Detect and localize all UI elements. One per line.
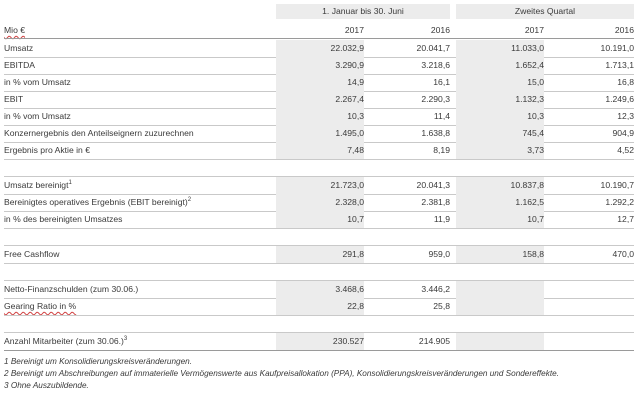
value-cell: 20.041,7 [416,43,450,53]
row-label-text: in % des bereinigten Umsatzes [4,214,123,224]
year-header-1: 2017 [344,25,364,35]
value-cell: 158,8 [522,249,544,259]
header-divider [4,38,634,39]
table-row [4,194,634,211]
value-cell: 21.723,0 [330,180,364,190]
value-cell: 1.713,1 [605,60,634,70]
row-label-text: Konzernergebnis den Anteilseignern zuzurechnen [4,128,194,138]
value-cell: 1.132,3 [515,94,544,104]
row-label-text: in % vom Umsatz [4,77,71,87]
table-row [4,108,634,125]
unit-label-text: Mio € [4,25,26,35]
row-label-text: Umsatz bereinigt [4,180,69,190]
unit-label [4,23,25,37]
value-cell: 12,7 [617,214,634,224]
row-label [4,91,23,108]
value-cell: 16,8 [617,77,634,87]
value-cell: 1.162,5 [515,197,544,207]
row-label-text: EBIT [4,94,24,104]
row-label-text: in % vom Umsatz [4,111,71,121]
value-cell [456,281,544,298]
table-row [4,142,634,159]
value-cell: 10,3 [347,111,364,121]
footnote-ref: 2 [187,197,192,204]
footnote-2: 2 Bereinigt um Abschreibungen auf immaterielle Vermögenswerte aus Kaufpreisallokation (PPA), Konsolidierungskreisveränderungen und Sondereffekte. [4,369,559,378]
value-cell: 1.495,0 [335,128,364,138]
table-row [4,74,634,91]
row-label-text: Ergebnis pro Aktie in € [4,145,90,155]
footnote-ref: 1 [68,180,72,187]
value-cell [544,281,634,298]
value-cell: 12,3 [617,111,634,121]
value-cell: 7,48 [347,145,364,155]
value-cell: 2.290,3 [421,94,450,104]
table-row [4,91,634,108]
row-label [4,281,138,298]
value-cell: 10.837,8 [510,180,544,190]
table-row [4,125,634,142]
value-cell: 1.292,2 [605,197,634,207]
value-cell: 22,8 [347,301,364,311]
value-cell: 10,3 [527,111,544,121]
row-label [4,194,191,211]
row-label-text: Bereinigtes operatives Ergebnis (EBIT bereinigt) [4,197,188,207]
value-cell: 4,52 [617,145,634,155]
row-label-text: Netto-Finanzschulden (zum 30.06.) [4,284,139,294]
footnote-ref: 3 [123,336,128,343]
value-cell: 11,4 [433,111,450,121]
row-label-text: Anzahl Mitarbeiter (zum 30.06.) [4,336,124,346]
value-cell: 10,7 [347,214,364,224]
value-cell: 3.290,9 [335,60,364,70]
value-cell: 904,9 [612,128,634,138]
year-header-2: 2016 [430,25,450,35]
row-label [4,40,33,57]
value-cell: 1.638,8 [421,128,450,138]
table-row [4,298,634,315]
row-divider [4,159,634,160]
footnote-3: 3 Ohne Auszubildende. [4,381,89,390]
value-cell: 745,4 [522,128,544,138]
row-label [4,246,59,263]
row-label-text: EBITDA [4,60,36,70]
value-cell: 11.033,0 [511,43,544,53]
value-cell: 291,8 [342,249,364,259]
value-cell: 10,7 [527,214,544,224]
value-cell [544,298,634,315]
row-label [4,142,90,159]
value-cell: 2.381,8 [421,197,450,207]
row-label [4,74,71,91]
group-header-q2: Zweites Quartal [456,4,634,19]
value-cell [456,333,544,350]
value-cell: 15,0 [527,77,544,87]
row-label [4,57,35,74]
row-label [4,108,71,125]
row-label [4,298,76,315]
table-row [4,281,634,298]
value-cell: 214.905 [418,336,450,346]
table-row [4,40,634,57]
table-row [4,246,634,263]
value-cell: 22.032,9 [330,43,364,53]
table-bottom-rule [4,350,634,351]
value-cell: 1.652,4 [515,60,544,70]
row-label-text: Free Cashflow [4,249,60,259]
value-cell: 8,19 [433,145,450,155]
group-header-h1: 1. Januar bis 30. Juni [276,4,450,19]
value-cell: 20.041,3 [416,180,450,190]
value-cell: 10.190,7 [600,180,634,190]
row-label [4,211,122,228]
value-cell: 14,9 [347,77,364,87]
value-cell: 3.468,6 [335,284,364,294]
row-divider [4,228,634,229]
table-row [4,211,634,228]
row-label-text: Umsatz [4,43,34,53]
value-cell [456,298,544,315]
value-cell: 10.191,0 [600,43,634,53]
value-cell: 2.328,0 [335,197,364,207]
value-cell: 230.527 [332,336,364,346]
row-label [4,177,72,194]
row-divider [4,315,634,316]
year-header-3: 2017 [524,25,544,35]
row-label-text: Gearing Ratio in % [4,301,77,311]
table-row [4,57,634,74]
value-cell [544,333,634,350]
row-label [4,125,194,142]
value-cell: 1.249,6 [605,94,634,104]
value-cell: 470,0 [612,249,634,259]
row-label [4,333,127,350]
value-cell: 16,1 [433,77,450,87]
value-cell: 25,8 [433,301,450,311]
footnote-1: 1 Bereinigt um Konsolidierungskreisveränderungen. [4,357,192,366]
value-cell: 2.267,4 [335,94,364,104]
value-cell: 3.218,6 [421,60,450,70]
table-row [4,333,634,350]
table-row [4,177,634,194]
value-cell: 959,0 [428,249,450,259]
year-header-4: 2016 [614,25,634,35]
row-divider [4,263,634,264]
value-cell: 3.446,2 [421,284,450,294]
value-cell: 11,9 [433,214,450,224]
value-cell: 3,73 [527,145,544,155]
